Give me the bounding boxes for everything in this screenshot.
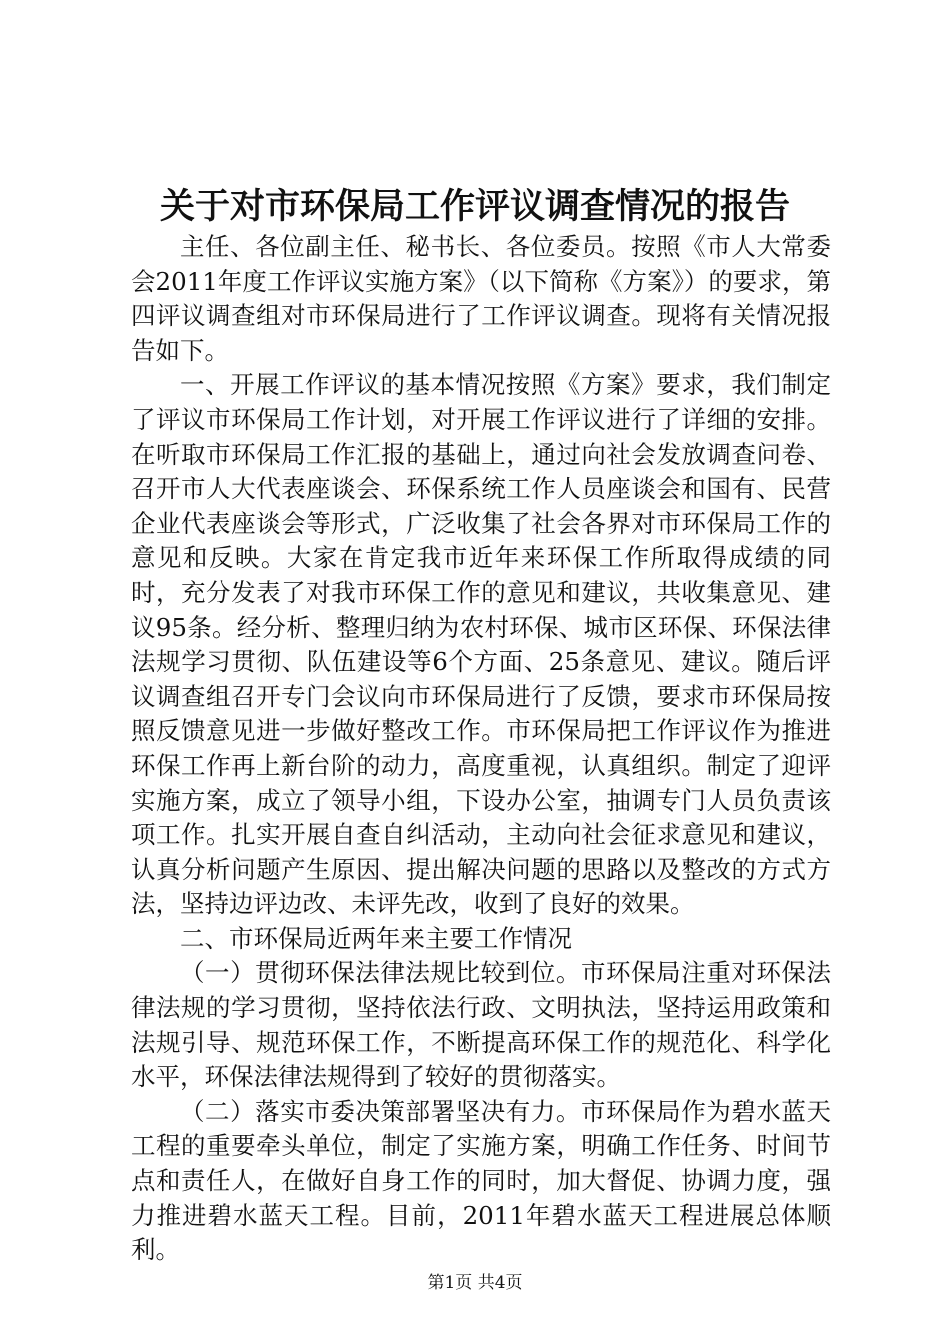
paragraph-intro: 主任、各位副主任、秘书长、各位委员。按照《市人大常委会2011年度工作评议实施方案》（以下简称《方案》）的要求，第四评议调查组对市环保局进行了工作评议调查。现将有关情况报告如下。 xyxy=(131,232,831,365)
page-footer: 第1页 共4页 xyxy=(427,1273,523,1293)
document-title: 关于对市环保局工作评议调查情况的报告 xyxy=(159,186,790,227)
paragraph-item-2: （二）落实市委决策部署坚决有力。市环保局作为碧水蓝天工程的重要牵头单位，制定了实施方案，明确工作任务、时间节点和责任人，在做好自身工作的同时，加大督促、协调力度，强力推进碧水蓝天工程。目前，2011年碧水蓝天工程进展总体顺利。 xyxy=(131,1096,831,1265)
paragraph-item-1: （一）贯彻环保法律法规比较到位。市环保局注重对环保法律法规的学习贯彻，坚持依法行政、文明执法，坚持运用政策和法规引导、规范环保工作，不断提高环保工作的规范化、科学化水平，环保法律法规得到了较好的贯彻落实。 xyxy=(131,958,831,1092)
paragraph-section-2-heading: 二、市环保局近两年来主要工作情况 xyxy=(180,923,572,953)
paragraph-section-1: 一、开展工作评议的基本情况按照《方案》要求，我们制定了评议市环保局工作计划，对开展工作评议进行了详细的安排。在听取市环保局工作汇报的基础上，通过向社会发放调查问卷、召开市人大代表座谈会、环保系统工作人员座谈会和国有、民营企业代表座谈会等形式，广泛收集了社会各界对市环保局工作的意见和反映。大家在肯定我市近年来环保工作所取得成绩的同时，充分发表了对我市环保工作的意见和建议，共收集意见、建议95条。经分析、整理归纳为农村环保、城市区环保、环保法律法规学习贯彻、队伍建设等6个方面、25条意见、建议。随后评议调查组召开专门会议向市环保局进行了反馈，要求市环保局按照反馈意见进一步做好整改工作。市环保局把工作评议作为推进环保工作再上新台阶的动力，高度重视，认真组织。制定了迎评实施方案，成立了领导小组，下设办公室，抽调专门人员负责该项工作。扎实开展自查自纠活动，主动向社会征求意见和建议，认真分析问题产生原因、提出解决问题的思路以及整改的方式方法，坚持边评边改、未评先改，收到了良好的效果。 xyxy=(131,370,831,919)
document-body xyxy=(131,230,831,1268)
